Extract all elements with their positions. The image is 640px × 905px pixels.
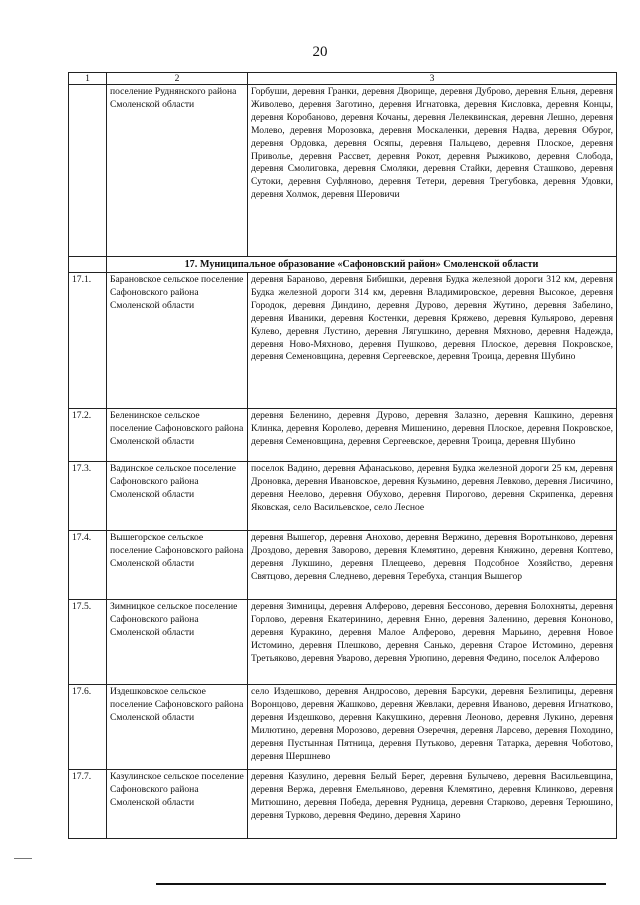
- municipality-name: поселение Руднянского района Смоленской области: [107, 85, 248, 257]
- column-header: 1: [69, 73, 107, 85]
- municipality-name: Казулинское сельское поселение Сафоновского района Смоленской области: [107, 770, 248, 839]
- settlements-list: Горбуши, деревня Гранки, деревня Дворище, деревня Дуброво, деревня Ельня, деревня Живолево, деревня Заготино, деревня Игнатовка, деревня Кисловка, деревня Концы, деревня Коробаново, деревня Кочаны, деревня Лелеквинская, деревня Лешно, деревня Молево, деревня Морозовка, деревня Москаленки, деревня Надва, деревня Обуроr, деревня Ордовка, деревня Осяпы, деревня Пальцево, деревня Плоское, деревня Приволье, деревня Рассвет, деревня Рокот, деревня Рыжиково, деревня Слобода, деревня Смолиговка, деревня Смоляки, деревня Стайки, деревня Сташково, деревня Сутоки, деревня Суфляново, деревня Тетери, деревня Трегубовка, деревня Удовки, деревня Холмок, деревня Шеровичи: [248, 85, 617, 257]
- section-header-row: [69, 257, 617, 273]
- row-number: 17.6.: [69, 685, 107, 770]
- row-number: [69, 85, 107, 257]
- settlements-list: село Издешково, деревня Андросово, деревня Барсуки, деревня Безлипицы, деревня Воронцово, деревня Жашково, деревня Жевлаки, деревня Иваново, деревня Игнатково, деревня Издешково, деревня Какушкино, деревня Леоново, деревня Лукино, деревня Милютино, деревня Морозово, деревня Озеречня, деревня Ларсево, деревня Походино, деревня Пустынная Пятница, деревня Путьково, деревня Татарка, деревня Чоботово, деревня Шершнево: [248, 685, 617, 770]
- settlements-list: деревня Казулино, деревня Белый Берег, деревня Булычево, деревня Васильевщина, деревня Вержа, деревня Емельяново, деревня Клемятино, деревня Клинково, деревня Митюшино, деревня Победа, деревня Рудница, деревня Старково, деревня Терюшино, деревня Турково, деревня Федино, деревня Харино: [248, 770, 617, 839]
- municipality-name: Барановское сельское поселение Сафоновского района Смоленской области: [107, 273, 248, 409]
- row-number: 17.2.: [69, 409, 107, 462]
- table-row: [69, 273, 617, 409]
- column-header: 2: [107, 73, 248, 85]
- table-row: [69, 685, 617, 770]
- municipality-name: Издешковское сельское поселение Сафоновского района Смоленской области: [107, 685, 248, 770]
- row-number: 17.3.: [69, 462, 107, 531]
- column-header-row: [69, 73, 617, 85]
- municipality-name: Вышегорское сельское поселение Сафоновского района Смоленской области: [107, 531, 248, 600]
- settlements-table: [68, 72, 617, 839]
- table-row: [69, 600, 617, 685]
- footer-rule: [156, 883, 606, 885]
- row-number: 17.4.: [69, 531, 107, 600]
- table-row-continuation: [69, 85, 617, 257]
- settlements-list: деревня Вышегор, деревня Анохово, деревня Вержино, деревня Воротынково, деревня Дроздово, деревня Заворово, деревня Клемятино, деревня Княжино, деревня Коптево, деревня Лукшино, деревня Плещеево, деревня Подсобное Хозяйство, деревня Святцово, деревня Следнево, деревня Теребуха, станция Вышегор: [248, 531, 617, 600]
- settlements-list: деревня Бараново, деревня Бибишки, деревня Будка железной дороги 312 км, деревня Будка железной дороги 314 км, деревня Владимировское, деревня Высокое, деревня Городок, деревня Диндино, деревня Дурово, деревня Жутино, деревня Забелино, деревня Иваники, деревня Костенки, деревня Кряжево, деревня Кульярово, деревня Кулево, деревня Лустино, деревня Лягушкино, деревня Мяхново, деревня Надежда, деревня Ново-Мяхново, деревня Пушково, деревня Плоское, деревня Покровское, деревня Семеновщина, деревня Сергеевское, деревня Троица, деревня Шубино: [248, 273, 617, 409]
- corner-mark: [14, 858, 32, 859]
- settlements-list: деревня Беленино, деревня Дурово, деревня Залазно, деревня Кашкино, деревня Клинка, деревня Королево, деревня Мишенино, деревня Плоское, деревня Покровское, деревня Семеновщина, деревня Сергеевское, деревня Троица, деревня Шубино: [248, 409, 617, 462]
- settlements-list: поселок Вадино, деревня Афанаськово, деревня Будка железной дороги 25 км, деревня Дроновка, деревня Ивановское, деревня Кузьмино, деревня Левково, деревня Лисичино, деревня Неелово, деревня Обухово, деревня Пирогово, деревня Скрипенка, деревня Яковская, село Васильевское, село Лесное: [248, 462, 617, 531]
- table-row: [69, 409, 617, 462]
- table-row: [69, 531, 617, 600]
- row-number: 17.5.: [69, 600, 107, 685]
- table-row: [69, 770, 617, 839]
- page-number: 20: [312, 44, 328, 60]
- section-title: 17. Муниципальное образование «Сафоновский район» Смоленской области: [107, 257, 617, 273]
- table-row: [69, 462, 617, 531]
- municipality-name: Беленинское сельское поселение Сафоновского района Смоленской области: [107, 409, 248, 462]
- municipality-name: Зимницкое сельское поселение Сафоновского района Смоленской области: [107, 600, 248, 685]
- row-number: 17.1.: [69, 273, 107, 409]
- row-number: 17.7.: [69, 770, 107, 839]
- column-header: 3: [248, 73, 617, 85]
- settlements-list: деревня Зимницы, деревня Алферово, деревня Бессоново, деревня Болохняты, деревня Горлово, деревня Екатеринино, деревня Еннo, деревня Заленино, деревня Кононово, деревня Куракино, деревня Малое Алферово, деревня Марьино, деревня Новое Истомино, деревня Плешково, деревня Санько, деревня Старое Истомино, деревня Третьяково, деревня Уварово, деревня Урюпино, деревня Федино, поселок Алферово: [248, 600, 617, 685]
- municipality-name: Вадинское сельское поселение Сафоновского района Смоленской области: [107, 462, 248, 531]
